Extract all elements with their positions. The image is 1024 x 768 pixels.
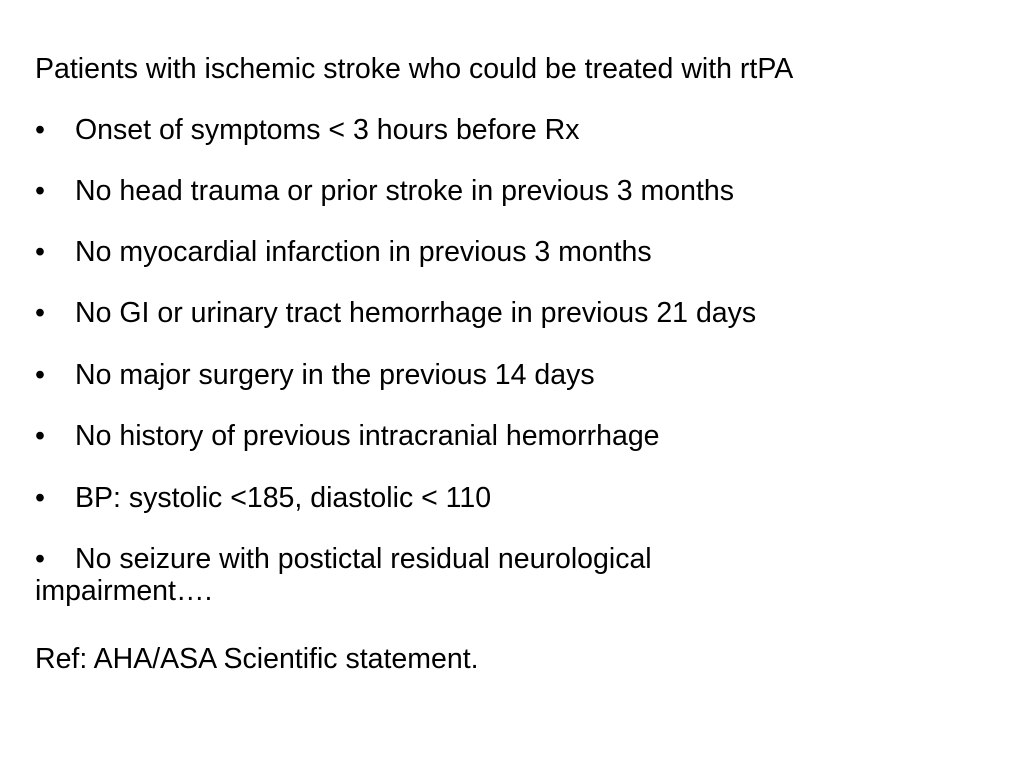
bullet-symbol: • [35, 482, 45, 514]
bullet-item [35, 543, 795, 607]
slide-heading: Patients with ischemic stroke who could be treated with rtPA [35, 53, 794, 85]
bullet-symbol: • [35, 420, 45, 452]
bullet-text: BP: systolic <185, diastolic < 110 [75, 482, 492, 514]
bullet-text: No history of previous intracranial hemorrhage [75, 420, 660, 452]
bullet-symbol: • [35, 114, 45, 146]
bullet-symbol: • [35, 236, 45, 268]
bullet-item [35, 297, 756, 329]
bullet-text: No major surgery in the previous 14 days [75, 359, 595, 391]
bullet-item [35, 482, 491, 514]
bullet-item [35, 175, 734, 207]
bullet-item [35, 114, 580, 146]
bullet-text: No GI or urinary tract hemorrhage in previous 21 days [75, 297, 757, 329]
bullet-text: No head trauma or prior stroke in previous 3 months [75, 175, 734, 207]
bullet-text: No seizure with postictal residual neurological impairment…. [35, 543, 652, 607]
bullet-symbol: • [35, 543, 45, 575]
bullet-item [35, 236, 652, 268]
bullet-symbol: • [35, 359, 45, 391]
bullet-symbol: • [35, 297, 45, 329]
bullet-symbol: • [35, 175, 45, 207]
bullet-text: Onset of symptoms < 3 hours before Rx [75, 114, 580, 146]
bullet-text: No myocardial infarction in previous 3 months [75, 236, 652, 268]
bullet-item [35, 359, 595, 391]
reference-note: Ref: AHA/ASA Scientific statement. [35, 643, 479, 675]
bullet-item [35, 420, 660, 452]
